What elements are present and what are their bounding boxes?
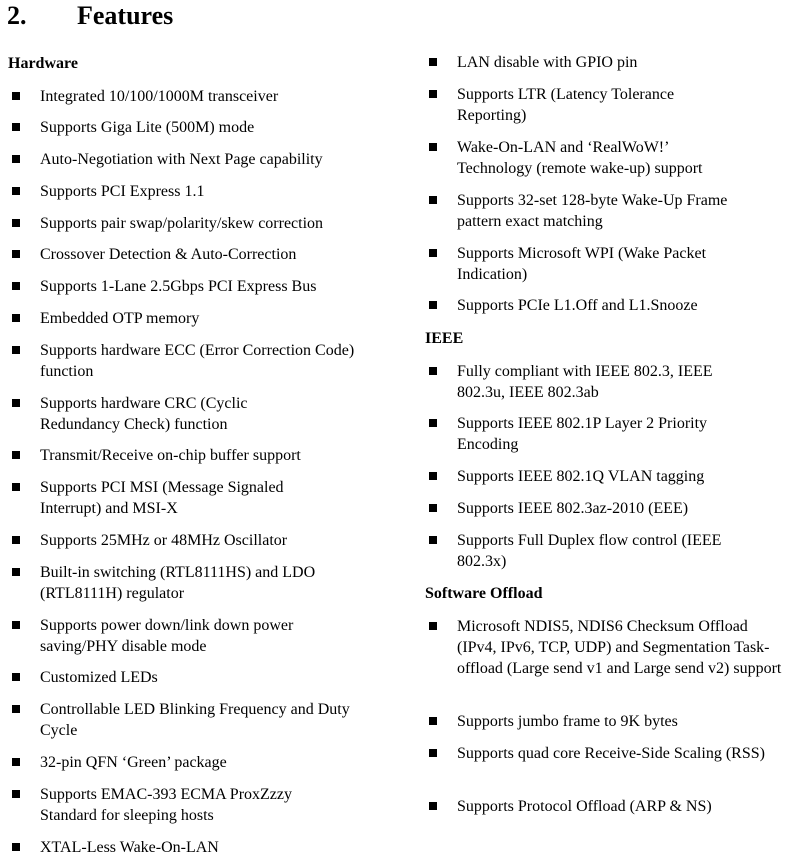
bullet-icon — [12, 346, 20, 354]
list-item-text: Embedded OTP memory — [40, 310, 200, 327]
bullet-icon — [12, 673, 20, 681]
list-item-text: Supports IEEE 802.1Q VLAN tagging — [457, 468, 705, 485]
list-item-text: Controllable LED Blinking Frequency and Duty Cycle — [40, 701, 350, 739]
list-item-text: XTAL-Less Wake-On-LAN — [40, 839, 219, 856]
bullet-icon — [429, 472, 437, 480]
bullet-icon — [12, 123, 20, 131]
list-item-text: Supports Full Duplex flow control (IEEE 802.3x) — [457, 532, 722, 570]
bullet-icon — [12, 451, 20, 459]
list-item-text: Supports PCI Express 1.1 — [40, 183, 205, 200]
list-item-text: Supports 32-set 128-byte Wake-Up Frame pattern exact matching — [457, 192, 728, 230]
list-item-text: Built-in switching (RTL8111HS) and LDO (RTL8111H) regulator — [40, 564, 316, 602]
bullet-icon — [429, 536, 437, 544]
list-item-text: Supports IEEE 802.1P Layer 2 Priority Encoding — [457, 415, 708, 453]
bullet-icon — [429, 717, 437, 725]
bullet-icon — [429, 504, 437, 512]
bullet-icon — [12, 621, 20, 629]
list-item-text: Fully compliant with IEEE 802.3, IEEE 802.3u, IEEE 802.3ab — [457, 363, 713, 401]
list-item-text: Supports quad core Receive-Side Scaling (RSS) — [457, 745, 765, 762]
bullet-icon — [429, 301, 437, 309]
bullet-icon — [429, 90, 437, 98]
list-item-text: Supports 25MHz or 48MHz Oscillator — [40, 532, 288, 549]
bullet-icon — [429, 249, 437, 257]
bullet-icon — [12, 282, 20, 290]
bullet-icon — [12, 92, 20, 100]
ieee-heading: IEEE — [425, 330, 464, 347]
bullet-icon — [429, 143, 437, 151]
list-item-text: 32-pin QFN ‘Green’ package — [40, 754, 227, 771]
list-item-text: Supports IEEE 802.3az-2010 (EEE) — [457, 500, 689, 517]
bullet-icon — [429, 367, 437, 375]
bullet-icon — [12, 187, 20, 195]
list-item-text: Supports Protocol Offload (ARP & NS) — [457, 798, 712, 815]
bullet-icon — [429, 802, 437, 810]
list-item-text: Auto-Negotiation with Next Page capability — [40, 151, 323, 168]
list-item-text: LAN disable with GPIO pin — [457, 54, 638, 71]
list-item-text: Supports pair swap/polarity/skew correction — [40, 215, 324, 232]
list-item-text: Transmit/Receive on-chip buffer support — [40, 447, 301, 464]
bullet-icon — [12, 483, 20, 491]
section-heading — [7, 0, 173, 32]
list-item-text: Supports hardware CRC (Cyclic Redundancy Check) function — [40, 395, 248, 433]
list-item-text: Wake-On-LAN and ‘RealWoW!’ Technology (remote wake-up) support — [457, 139, 703, 177]
bullet-icon — [429, 622, 437, 630]
bullet-icon — [429, 196, 437, 204]
bullet-icon — [12, 155, 20, 163]
list-item-text: Supports jumbo frame to 9K bytes — [457, 713, 678, 730]
list-item-text: Microsoft NDIS5, NDIS6 Checksum Offload (IPv4, IPv6, TCP, UDP) and Segmentation Task-offload (Large send v1 and Large send v2) support — [457, 618, 782, 677]
bullet-icon — [429, 419, 437, 427]
bullet-icon — [12, 536, 20, 544]
bullet-icon — [12, 399, 20, 407]
hardware-heading: Hardware — [8, 55, 78, 72]
list-item-text: Supports PCI MSI (Message Signaled Interrupt) and MSI-X — [40, 479, 284, 517]
bullet-icon — [12, 758, 20, 766]
list-item-text: Supports hardware ECC (Error Correction Code) function — [40, 342, 355, 380]
list-item-text: Supports Giga Lite (500M) mode — [40, 119, 255, 136]
bullet-icon — [12, 314, 20, 322]
bullet-icon — [12, 250, 20, 258]
bullet-icon — [429, 58, 437, 66]
bullet-icon — [12, 705, 20, 713]
list-item-text: Supports PCIe L1.Off and L1.Snooze — [457, 297, 698, 314]
list-item-text: Customized LEDs — [40, 669, 158, 686]
list-item-text: Supports power down/link down power saving/PHY disable mode — [40, 617, 294, 655]
section-number: 2. — [7, 1, 27, 30]
list-item-text: Supports EMAC-393 ECMA ProxZzzy Standard for sleeping hosts — [40, 786, 292, 824]
section-title: Features — [77, 1, 174, 30]
list-item-text: Supports 1-Lane 2.5Gbps PCI Express Bus — [40, 278, 317, 295]
bullet-icon — [12, 568, 20, 576]
bullet-icon — [429, 749, 437, 757]
software-offload-heading: Software Offload — [425, 585, 543, 602]
bullet-icon — [12, 219, 20, 227]
bullet-icon — [12, 843, 20, 851]
list-item-text: Integrated 10/100/1000M transceiver — [40, 88, 279, 105]
bullet-icon — [12, 790, 20, 798]
list-item-text: Supports LTR (Latency Tolerance Reporting) — [457, 86, 675, 124]
list-item-text: Crossover Detection & Auto-Correction — [40, 246, 297, 263]
list-item-text: Supports Microsoft WPI (Wake Packet Indication) — [457, 245, 707, 283]
